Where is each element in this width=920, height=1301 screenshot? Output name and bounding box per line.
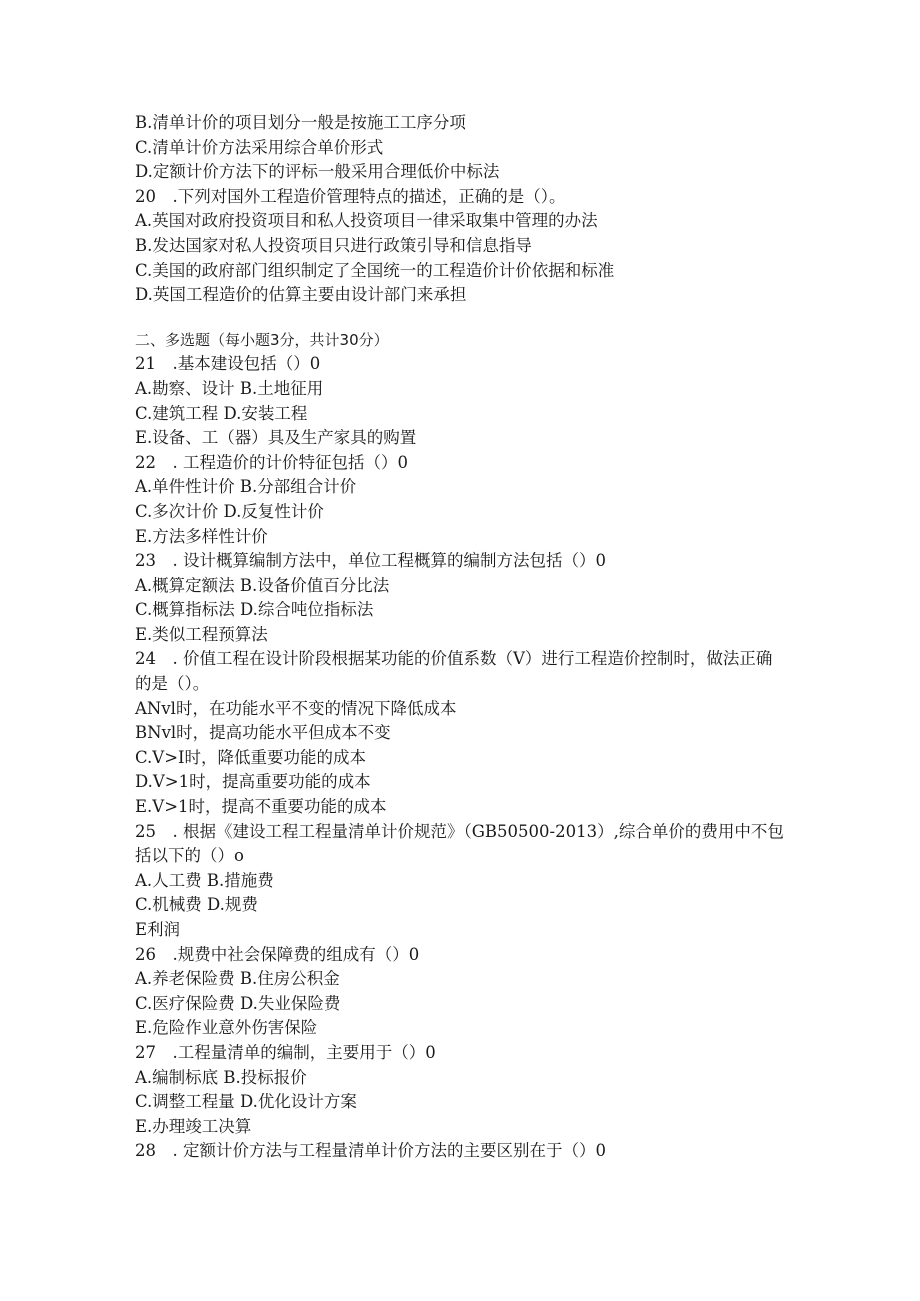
- question-text-line: A.单件性计价 B.分部组合计价: [135, 477, 357, 497]
- document-body: [135, 111, 855, 1164]
- text-line: 20 .下列对国外工程造价管理特点的描述，正确的是（）。: [135, 186, 566, 206]
- question-text-line: C.V>I时，降低重要功能的成本: [135, 747, 367, 767]
- question-text-line: 24 . 价值工程在设计阶段根据某功能的价值系数（V）进行工程造价控制时，做法正确: [135, 649, 773, 669]
- text-line: C.美国的政府部门组织制定了全国统一的工程造价计价依据和标准: [135, 260, 615, 280]
- question-text-line: A.编制标底 B.投标报价: [135, 1067, 307, 1087]
- question-text-line: A.勘察、设计 B.土地征用: [135, 378, 324, 398]
- question-text-line: C.多次计价 D.反复性计价: [135, 501, 324, 521]
- question-text-line: C.建筑工程 D.安装工程: [135, 403, 308, 423]
- question-text-line: D.V>1时，提高重要功能的成本: [135, 772, 371, 792]
- question-text-line: 21 .基本建设包括（）0: [135, 354, 321, 374]
- question-text-line: A.人工费 B.措施费: [135, 870, 274, 890]
- question-text-line: C.机械费 D.规费: [135, 895, 258, 915]
- text-line: B.发达国家对私人投资项目只进行政策引导和信息指导: [135, 235, 532, 255]
- question-text-line: A.概算定额法 B.设备价值百分比法: [135, 575, 390, 595]
- question-text-line: C.调整工程量 D.优化设计方案: [135, 1092, 357, 1112]
- question-text-line: E.类似工程预算法: [135, 624, 268, 644]
- text-line: A.英国对政府投资项目和私人投资项目一律采取集中管理的办法: [135, 211, 598, 231]
- question-text-line: C.医疗保险费 D.失业保险费: [135, 993, 341, 1013]
- text-line: D.英国工程造价的估算主要由设计部门来承担: [135, 285, 467, 305]
- question-text-line: C.概算指标法 D.综合吨位指标法: [135, 600, 374, 620]
- question-text-line: ANvl时，在功能水平不变的情况下降低成本: [135, 698, 457, 718]
- question-text-line: 25 . 根据《建设工程工程量清单计价规范》（GB50500-2013）,综合单价的费用中不包: [135, 821, 784, 841]
- question-text-line: E.设备、工（器）具及生产家具的购置: [135, 428, 417, 448]
- question-text-line: 27 .工程量清单的编制，主要用于（）0: [135, 1042, 436, 1062]
- question-text-line: E.方法多样性计价: [135, 526, 268, 546]
- question-text-line: 的是（）。: [135, 674, 210, 694]
- question-text-line: E.V>1时，提高不重要功能的成本: [135, 797, 387, 817]
- text-line: B.清单计价的项目划分一般是按施工工序分项: [135, 113, 466, 132]
- question-text-line: E利润: [135, 920, 181, 939]
- text-line: D.定额计价方法下的评标一般采用合理低价中标法: [135, 162, 500, 182]
- question-text-line: E.危险作业意外伤害保险: [135, 1018, 318, 1038]
- multiple-choice-questions: [135, 352, 855, 1164]
- section-heading-multiple-choice: 二、多选题（每小题3分，共计30分）: [135, 330, 389, 349]
- question-text-line: 括以下的（）o: [135, 846, 244, 866]
- question-text-line: E.办理竣工决算: [135, 1116, 252, 1136]
- question-text-line: A.养老保险费 B.住房公积金: [135, 969, 340, 989]
- single-choice-tail: [135, 111, 855, 308]
- question-text-line: 23 . 设计概算编制方法中，单位工程概算的编制方法包括（）0: [135, 551, 606, 571]
- question-text-line: 28 . 定额计价方法与工程量清单计价方法的主要区别在于（）0: [135, 1141, 606, 1161]
- question-text-line: BNvl时，提高功能水平但成本不变: [135, 723, 391, 743]
- question-text-line: 26 .规费中社会保障费的组成有（）0: [135, 944, 420, 964]
- question-text-line: 22 . 工程造价的计价特征包括（）0: [135, 452, 408, 472]
- text-line: C.清单计价方法采用综合单价形式: [135, 137, 384, 157]
